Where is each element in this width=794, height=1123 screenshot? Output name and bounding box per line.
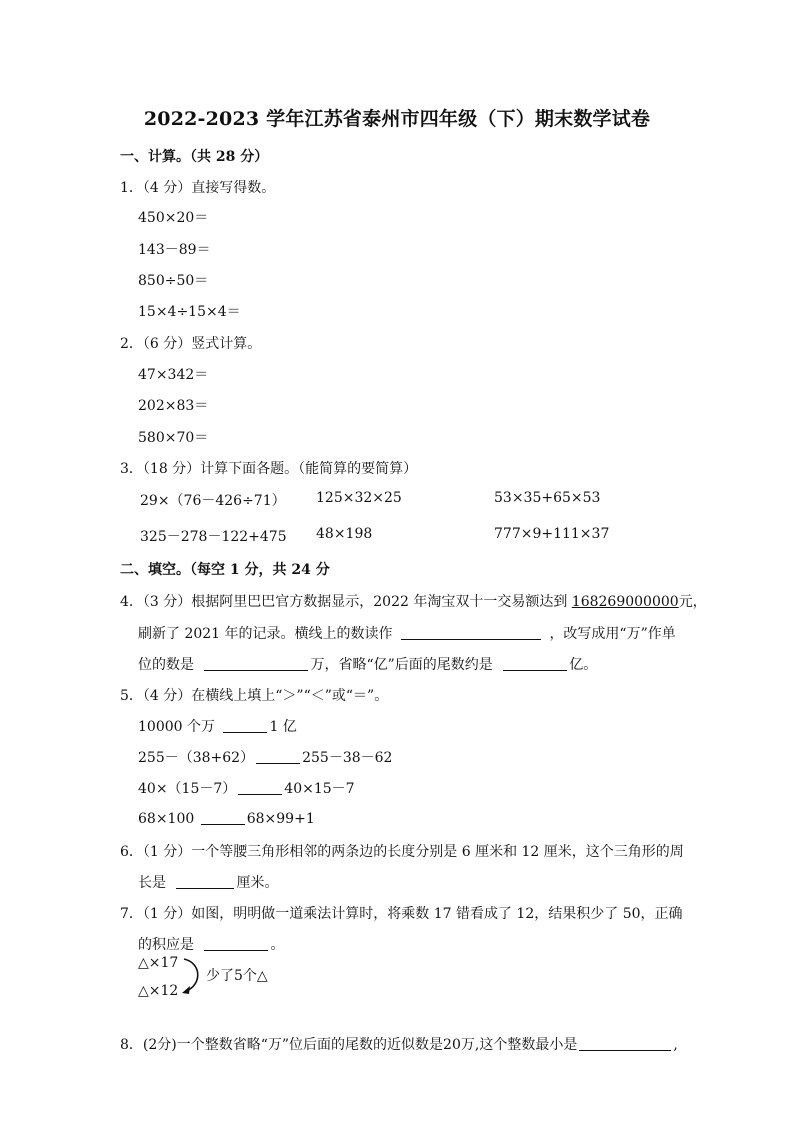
- question-5-stem: 5．（4 分）在横线上填上“＞”“＜”或“＝”。: [120, 688, 389, 704]
- q5-left: 10000 个万: [138, 719, 215, 735]
- q7-text: 。: [270, 937, 285, 953]
- question-2-stem: 2．（6 分）竖式计算。: [120, 336, 262, 352]
- q5-comparison: [138, 809, 315, 827]
- answer-blank[interactable]: [579, 1035, 671, 1051]
- q5-right: 1 亿: [269, 719, 297, 735]
- diagram-top-expression: △×17: [138, 955, 179, 971]
- q4-text: 刷新了 2021 年的记录。横线上的数读作: [138, 626, 393, 642]
- q5-right: 68×99+1: [246, 811, 315, 827]
- q1-item: 450×20＝: [138, 210, 209, 226]
- q1-item: 15×4÷15×4＝: [138, 304, 241, 320]
- answer-blank[interactable]: [503, 655, 567, 671]
- q7-diagram: [138, 953, 298, 1003]
- q3-expression: 29×（76－426÷71）: [140, 493, 286, 509]
- q2-item: 47×342＝: [138, 367, 209, 383]
- q6-text: 长是: [138, 875, 166, 891]
- question-7-line-2: [138, 934, 284, 954]
- diagram-bottom-expression: △×12: [138, 983, 179, 999]
- page-title: 2022-2023 学年江苏省泰州市四年级（下）期末数学试卷: [143, 108, 651, 130]
- q5-left: 255－（38+62）: [138, 750, 255, 766]
- curved-arrow-icon: [138, 953, 208, 1003]
- question-6-line-2: [138, 872, 278, 892]
- q5-comparison: [138, 778, 355, 798]
- q5-comparison: [138, 716, 297, 736]
- section-heading-fill-in: 二、填空。（每空 1 分，共 24 分: [120, 562, 330, 578]
- q7-text: 的积应是: [138, 937, 194, 953]
- q4-text: 位的数是: [138, 657, 194, 673]
- q5-left: 68×100: [138, 811, 195, 827]
- question-3-stem: 3．（18 分）计算下面各题。（能简算的要简算）: [120, 461, 418, 477]
- q6-text: 厘米。: [236, 875, 279, 891]
- q2-item: 580×70＝: [138, 430, 209, 446]
- q3-expression: 325－278－122+475: [140, 529, 287, 545]
- q4-text: 4．（3 分）根据阿里巴巴官方数据显示，2022 年淘宝双十一交易额达到: [120, 594, 572, 610]
- answer-blank[interactable]: [204, 935, 268, 951]
- question-1-stem: 1．（4 分）直接写得数。: [120, 180, 276, 196]
- section-heading-calculation: 一、计算。（共 28 分）: [120, 149, 269, 165]
- answer-blank[interactable]: [201, 809, 245, 825]
- question-4-line-2: [138, 623, 676, 643]
- question-8-line-1: [120, 1034, 678, 1054]
- q5-right: 40×15－7: [284, 781, 355, 797]
- q3-expression: 125×32×25: [316, 490, 402, 506]
- q5-left: 40×（15－7）: [138, 781, 237, 797]
- q1-item: 850÷50＝: [138, 273, 209, 289]
- answer-blank[interactable]: [256, 748, 300, 764]
- q4-text: 万，省略“亿”后面的尾数约是: [310, 657, 493, 673]
- answer-blank[interactable]: [204, 655, 308, 671]
- q8-text: 8．(2分)一个整数省略“万”位后面的尾数的近似数是20万,这个整数最小是: [120, 1037, 578, 1053]
- q5-right: 255－38－62: [302, 750, 393, 766]
- q4-text: 元，: [678, 594, 707, 610]
- q3-expression: 777×9+111×37: [494, 526, 610, 542]
- answer-blank[interactable]: [401, 624, 541, 640]
- diagram-note: 少了5个△: [206, 968, 268, 984]
- q4-text: 亿。: [569, 657, 598, 673]
- question-7-line-1: 7．（1 分）如图，明明做一道乘法计算时，将乘数 17 错看成了 12，结果积少了 50，正确: [120, 906, 683, 922]
- q3-expression: 48×198: [316, 526, 373, 542]
- q8-text: ,: [673, 1037, 678, 1053]
- q5-comparison: [138, 747, 392, 767]
- q2-item: 202×83＝: [138, 398, 209, 414]
- q1-item: 143－89＝: [138, 242, 211, 258]
- answer-blank[interactable]: [238, 779, 282, 795]
- q3-expression: 53×35+65×53: [494, 490, 601, 506]
- question-4-line-3: [138, 654, 597, 674]
- answer-blank[interactable]: [176, 873, 234, 889]
- q4-text: ，改写成用“万”作单: [549, 626, 676, 642]
- question-4-line-1: [120, 591, 707, 611]
- q4-underlined-number: 168269000000: [571, 594, 679, 610]
- answer-blank[interactable]: [223, 717, 267, 733]
- question-6-line-1: 6．（1 分）一个等腰三角形相邻的两条边的长度分别是 6 厘米和 12 厘米，这个三角形的周: [120, 844, 684, 860]
